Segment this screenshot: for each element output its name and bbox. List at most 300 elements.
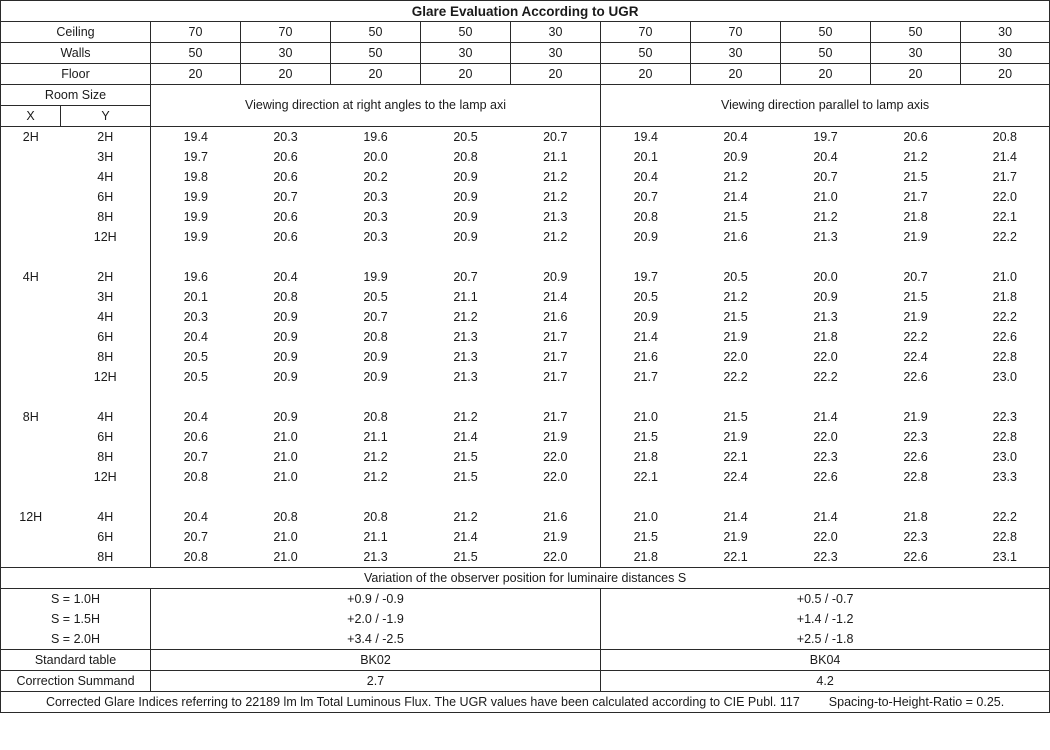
variation-label: S = 1.5H bbox=[1, 609, 151, 629]
cell-floor-7: 20 bbox=[691, 64, 781, 85]
ugr-value: 21.7 bbox=[543, 349, 568, 364]
ugr-value: 21.5 bbox=[453, 549, 478, 564]
page-title: Glare Evaluation According to UGR bbox=[1, 1, 1050, 22]
ugr-value: 21.4 bbox=[961, 147, 1050, 167]
ugr-value: 21.2 bbox=[543, 189, 568, 204]
ugr-value: 21.9 bbox=[723, 329, 748, 344]
ugr-value: 21.2 bbox=[543, 169, 568, 184]
table-row bbox=[1, 167, 1050, 187]
ugr-value: 20.7 bbox=[813, 169, 838, 184]
ugr-value: 20.2 bbox=[363, 169, 388, 184]
ugr-value: 20.9 bbox=[453, 229, 478, 244]
ugr-value: 21.9 bbox=[543, 429, 568, 444]
ugr-value: 21.3 bbox=[453, 329, 478, 344]
variation-value-perpendicular: +3.4 / -2.5 bbox=[151, 629, 601, 650]
ugr-value: 21.5 bbox=[453, 469, 478, 484]
ugr-value: 22.6 bbox=[903, 369, 928, 384]
ugr-value: 19.6 bbox=[363, 129, 388, 144]
ugr-value: 21.5 bbox=[601, 427, 691, 447]
table-row bbox=[1, 187, 1050, 207]
ugr-value: 20.7 bbox=[151, 527, 241, 547]
ugr-value: 21.3 bbox=[453, 349, 478, 364]
block-spacer bbox=[1, 387, 1050, 407]
variation-value-parallel: +0.5 / -0.7 bbox=[601, 589, 1050, 610]
ugr-value: 20.4 bbox=[723, 129, 748, 144]
ugr-value: 19.6 bbox=[151, 267, 241, 287]
cell-floor-9: 20 bbox=[871, 64, 961, 85]
ugr-value: 20.8 bbox=[273, 509, 298, 524]
cell-floor-10: 20 bbox=[961, 64, 1050, 85]
ugr-value: 20.4 bbox=[273, 269, 298, 284]
cell-walls-6: 50 bbox=[601, 43, 691, 64]
block-spacer bbox=[1, 247, 1050, 267]
ugr-value: 20.6 bbox=[273, 149, 298, 164]
variation-row-2 bbox=[1, 609, 1050, 629]
ugr-value: 20.5 bbox=[151, 347, 241, 367]
ugr-value: 20.9 bbox=[273, 349, 298, 364]
x-value-empty bbox=[1, 327, 61, 347]
row-label-walls: Walls bbox=[1, 43, 151, 64]
x-value-empty bbox=[1, 347, 61, 367]
ugr-value: 21.6 bbox=[723, 229, 748, 244]
ugr-value: 20.4 bbox=[601, 167, 691, 187]
ugr-value: 21.4 bbox=[453, 429, 478, 444]
ugr-value: 23.1 bbox=[961, 547, 1050, 568]
ugr-value: 20.9 bbox=[273, 369, 298, 384]
y-value: 12H bbox=[93, 229, 117, 244]
ugr-value: 22.6 bbox=[903, 549, 928, 564]
y-value: 8H bbox=[97, 349, 114, 364]
y-value: 3H bbox=[97, 149, 114, 164]
ugr-value: 20.5 bbox=[151, 367, 241, 387]
ugr-value: 21.5 bbox=[723, 409, 748, 424]
x-value-empty bbox=[1, 207, 61, 227]
ugr-value: 21.0 bbox=[813, 189, 838, 204]
ugr-value: 20.4 bbox=[813, 149, 838, 164]
ugr-value: 21.9 bbox=[903, 409, 928, 424]
table-row bbox=[1, 427, 1050, 447]
ugr-value: 20.8 bbox=[453, 149, 478, 164]
ugr-value: 22.2 bbox=[961, 227, 1050, 247]
ugr-value: 21.2 bbox=[363, 449, 388, 464]
cell-walls-7: 30 bbox=[691, 43, 781, 64]
table-row bbox=[1, 287, 1050, 307]
ugr-value: 21.4 bbox=[813, 509, 838, 524]
table-row bbox=[1, 327, 1050, 347]
y-value: 6H bbox=[97, 189, 114, 204]
ugr-value: 20.7 bbox=[273, 189, 298, 204]
ugr-value: 20.7 bbox=[903, 269, 928, 284]
ugr-value: 21.2 bbox=[903, 149, 928, 164]
ugr-value: 19.7 bbox=[601, 267, 691, 287]
ugr-value: 21.0 bbox=[273, 469, 298, 484]
cell-walls-9: 30 bbox=[871, 43, 961, 64]
ugr-value: 23.0 bbox=[961, 367, 1050, 387]
ugr-value: 22.0 bbox=[543, 449, 568, 464]
ugr-value: 22.8 bbox=[961, 347, 1050, 367]
ugr-value: 20.0 bbox=[813, 269, 838, 284]
y-value: 8H bbox=[97, 209, 114, 224]
ugr-value: 20.8 bbox=[363, 329, 388, 344]
y-value: 4H bbox=[97, 509, 114, 524]
ugr-value: 21.6 bbox=[601, 347, 691, 367]
ugr-value: 21.9 bbox=[903, 229, 928, 244]
ugr-value: 22.0 bbox=[813, 349, 838, 364]
ugr-value: 22.2 bbox=[723, 369, 748, 384]
ugr-value: 20.4 bbox=[151, 407, 241, 427]
ugr-value: 20.9 bbox=[453, 209, 478, 224]
x-value-empty bbox=[1, 287, 61, 307]
table-row bbox=[1, 447, 1050, 467]
ugr-value: 21.7 bbox=[961, 167, 1050, 187]
ugr-value: 19.8 bbox=[151, 167, 241, 187]
footer-row bbox=[1, 692, 1050, 713]
table-row bbox=[1, 307, 1050, 327]
ugr-value: 20.0 bbox=[363, 149, 388, 164]
ugr-value: 20.3 bbox=[151, 307, 241, 327]
ugr-value: 21.5 bbox=[453, 449, 478, 464]
ugr-value: 21.0 bbox=[961, 267, 1050, 287]
x-value-empty bbox=[1, 527, 61, 547]
header-x: X bbox=[1, 106, 61, 127]
cell-ceiling-9: 50 bbox=[871, 22, 961, 43]
ugr-value: 21.4 bbox=[453, 529, 478, 544]
ugr-value: 21.1 bbox=[543, 149, 568, 164]
y-value: 4H bbox=[97, 409, 114, 424]
ugr-value: 21.2 bbox=[453, 309, 478, 324]
standard-table-row bbox=[1, 650, 1050, 671]
ugr-value: 21.0 bbox=[273, 449, 298, 464]
standard-table-label: Standard table bbox=[1, 650, 151, 671]
ugr-value: 21.3 bbox=[453, 369, 478, 384]
ugr-value: 22.0 bbox=[813, 429, 838, 444]
y-value: 6H bbox=[97, 429, 114, 444]
ugr-value: 21.9 bbox=[723, 429, 748, 444]
ugr-value: 21.0 bbox=[273, 549, 298, 564]
variation-value-perpendicular: +2.0 / -1.9 bbox=[151, 609, 601, 629]
ugr-value: 21.7 bbox=[543, 369, 568, 384]
ugr-value: 19.7 bbox=[813, 129, 838, 144]
ugr-value: 20.3 bbox=[363, 209, 388, 224]
ugr-value: 20.9 bbox=[363, 349, 388, 364]
cell-floor-2: 20 bbox=[241, 64, 331, 85]
y-value: 8H bbox=[97, 449, 114, 464]
ugr-value: 19.9 bbox=[151, 187, 241, 207]
ugr-value: 21.4 bbox=[543, 289, 568, 304]
ugr-value: 22.6 bbox=[903, 449, 928, 464]
cell-walls-5: 30 bbox=[511, 43, 601, 64]
ugr-value: 19.4 bbox=[151, 127, 241, 148]
ugr-value: 21.5 bbox=[903, 289, 928, 304]
variation-label: S = 2.0H bbox=[1, 629, 151, 650]
ugr-value: 19.9 bbox=[151, 227, 241, 247]
ugr-value: 22.3 bbox=[903, 429, 928, 444]
ugr-value: 21.4 bbox=[601, 327, 691, 347]
footer-note: Corrected Glare Indices referring to 22189 lm lm Total Luminous Flux. The UGR values have been calculated according to CIE Publ. 117 bbox=[45, 694, 800, 709]
ugr-value: 21.3 bbox=[543, 209, 568, 224]
table-row-ceiling bbox=[1, 22, 1050, 43]
variation-value-parallel: +2.5 / -1.8 bbox=[601, 629, 1050, 650]
ugr-value: 21.5 bbox=[903, 169, 928, 184]
title-row bbox=[1, 1, 1050, 22]
correction-summand-label: Correction Summand bbox=[1, 671, 151, 692]
x-value-empty bbox=[1, 307, 61, 327]
ugr-value: 21.2 bbox=[363, 469, 388, 484]
ugr-value: 21.8 bbox=[961, 287, 1050, 307]
ugr-value: 21.7 bbox=[543, 329, 568, 344]
ugr-value: 19.9 bbox=[151, 207, 241, 227]
variation-heading-row bbox=[1, 568, 1050, 589]
ugr-value: 21.3 bbox=[813, 229, 838, 244]
ugr-value: 21.8 bbox=[903, 509, 928, 524]
y-value: 4H bbox=[97, 169, 114, 184]
x-value-empty bbox=[1, 167, 61, 187]
ugr-value: 21.8 bbox=[903, 209, 928, 224]
ugr-value: 20.3 bbox=[363, 189, 388, 204]
x-value: 8H bbox=[1, 407, 61, 427]
cell-walls-1: 50 bbox=[151, 43, 241, 64]
variation-heading: Variation of the observer position for luminaire distances S bbox=[1, 568, 1050, 589]
y-value: 3H bbox=[97, 289, 114, 304]
ugr-value: 20.7 bbox=[453, 269, 478, 284]
cell-ceiling-10: 30 bbox=[961, 22, 1050, 43]
ugr-value: 20.3 bbox=[363, 229, 388, 244]
table-row bbox=[1, 267, 1050, 287]
ugr-value: 21.2 bbox=[813, 209, 838, 224]
ugr-value: 22.1 bbox=[723, 449, 748, 464]
table-row bbox=[1, 127, 1050, 148]
ugr-value: 21.0 bbox=[273, 529, 298, 544]
correction-summand-row bbox=[1, 671, 1050, 692]
y-value: 6H bbox=[97, 329, 114, 344]
ugr-value: 20.5 bbox=[601, 287, 691, 307]
ugr-value: 20.9 bbox=[813, 289, 838, 304]
ugr-value: 22.3 bbox=[903, 529, 928, 544]
cell-ceiling-1: 70 bbox=[151, 22, 241, 43]
ugr-value: 21.1 bbox=[453, 289, 478, 304]
ugr-value: 22.1 bbox=[723, 549, 748, 564]
ugr-value: 22.0 bbox=[723, 349, 748, 364]
x-value-empty bbox=[1, 467, 61, 487]
ugr-value: 21.7 bbox=[543, 409, 568, 424]
ugr-value: 20.7 bbox=[601, 187, 691, 207]
cell-floor-4: 20 bbox=[421, 64, 511, 85]
ugr-value: 20.7 bbox=[543, 129, 568, 144]
cell-ceiling-2: 70 bbox=[241, 22, 331, 43]
x-value: 4H bbox=[1, 267, 61, 287]
ugr-value: 21.2 bbox=[453, 509, 478, 524]
ugr-value: 22.0 bbox=[961, 187, 1050, 207]
table-row bbox=[1, 367, 1050, 387]
variation-value-perpendicular: +0.9 / -0.9 bbox=[151, 589, 601, 610]
table-row bbox=[1, 147, 1050, 167]
cell-ceiling-7: 70 bbox=[691, 22, 781, 43]
ugr-value: 21.8 bbox=[813, 329, 838, 344]
ugr-value: 20.8 bbox=[961, 127, 1050, 148]
ugr-value: 21.6 bbox=[543, 509, 568, 524]
ugr-value: 20.9 bbox=[273, 409, 298, 424]
ugr-value: 21.3 bbox=[813, 309, 838, 324]
cell-ceiling-8: 50 bbox=[781, 22, 871, 43]
ugr-value: 22.1 bbox=[601, 467, 691, 487]
cell-floor-8: 20 bbox=[781, 64, 871, 85]
header-viewing-parallel: Viewing direction parallel to lamp axis bbox=[601, 85, 1050, 127]
ugr-value: 20.5 bbox=[363, 289, 388, 304]
ugr-value: 22.8 bbox=[903, 469, 928, 484]
ugr-value: 20.7 bbox=[151, 447, 241, 467]
standard-table-parallel: BK04 bbox=[601, 650, 1050, 671]
ugr-value: 23.3 bbox=[961, 467, 1050, 487]
ugr-value: 21.4 bbox=[723, 509, 748, 524]
ugr-value: 21.2 bbox=[723, 169, 748, 184]
table-row bbox=[1, 347, 1050, 367]
ugr-value: 21.3 bbox=[363, 549, 388, 564]
x-value-empty bbox=[1, 447, 61, 467]
x-value-empty bbox=[1, 227, 61, 247]
table-row-floor bbox=[1, 64, 1050, 85]
table-row bbox=[1, 507, 1050, 527]
ugr-value: 20.6 bbox=[151, 427, 241, 447]
ugr-value: 22.3 bbox=[813, 549, 838, 564]
x-value: 12H bbox=[1, 507, 61, 527]
ugr-value: 22.3 bbox=[813, 449, 838, 464]
ugr-value: 20.5 bbox=[723, 269, 748, 284]
ugr-value: 20.6 bbox=[273, 209, 298, 224]
row-label-ceiling: Ceiling bbox=[1, 22, 151, 43]
cell-floor-3: 20 bbox=[331, 64, 421, 85]
ugr-value: 20.5 bbox=[453, 129, 478, 144]
cell-floor-5: 20 bbox=[511, 64, 601, 85]
footer-note-spacing-ratio: Spacing-to-Height-Ratio = 0.25. bbox=[828, 694, 1005, 709]
cell-walls-10: 30 bbox=[961, 43, 1050, 64]
correction-summand-parallel: 4.2 bbox=[601, 671, 1050, 692]
header-room-size: Room Size bbox=[1, 85, 151, 106]
ugr-value: 22.1 bbox=[961, 207, 1050, 227]
cell-walls-8: 50 bbox=[781, 43, 871, 64]
ugr-value: 20.6 bbox=[903, 129, 928, 144]
cell-walls-2: 30 bbox=[241, 43, 331, 64]
ugr-value: 20.9 bbox=[273, 309, 298, 324]
cell-ceiling-4: 50 bbox=[421, 22, 511, 43]
table-row bbox=[1, 207, 1050, 227]
y-value: 4H bbox=[97, 309, 114, 324]
variation-row-3 bbox=[1, 629, 1050, 650]
ugr-value: 23.0 bbox=[961, 447, 1050, 467]
ugr-value: 20.9 bbox=[543, 269, 568, 284]
table-row bbox=[1, 467, 1050, 487]
cell-ceiling-3: 50 bbox=[331, 22, 421, 43]
ugr-value: 20.6 bbox=[273, 229, 298, 244]
correction-summand-perpendicular: 2.7 bbox=[151, 671, 601, 692]
ugr-value: 21.5 bbox=[601, 527, 691, 547]
ugr-value: 20.9 bbox=[453, 169, 478, 184]
ugr-value: 22.8 bbox=[961, 527, 1050, 547]
ugr-value: 21.1 bbox=[363, 429, 388, 444]
ugr-value: 21.6 bbox=[543, 309, 568, 324]
ugr-value: 22.4 bbox=[723, 469, 748, 484]
cell-ceiling-5: 30 bbox=[511, 22, 601, 43]
ugr-value: 21.5 bbox=[723, 309, 748, 324]
ugr-value: 21.0 bbox=[601, 507, 691, 527]
x-value-empty bbox=[1, 427, 61, 447]
y-value: 2H bbox=[97, 129, 114, 144]
header-row-room-size bbox=[1, 85, 1050, 106]
header-viewing-perpendicular: Viewing direction at right angles to the lamp axi bbox=[151, 85, 601, 127]
x-value-empty bbox=[1, 187, 61, 207]
ugr-value: 20.8 bbox=[273, 289, 298, 304]
y-value: 2H bbox=[97, 269, 114, 284]
variation-value-parallel: +1.4 / -1.2 bbox=[601, 609, 1050, 629]
ugr-value: 21.1 bbox=[363, 529, 388, 544]
ugr-value: 20.8 bbox=[363, 409, 388, 424]
ugr-value: 22.0 bbox=[543, 549, 568, 564]
table-row-walls bbox=[1, 43, 1050, 64]
ugr-value: 21.9 bbox=[543, 529, 568, 544]
y-value: 12H bbox=[93, 369, 117, 384]
ugr-value: 20.1 bbox=[601, 147, 691, 167]
y-value: 12H bbox=[93, 469, 117, 484]
ugr-value: 22.0 bbox=[543, 469, 568, 484]
ugr-value: 21.8 bbox=[601, 447, 691, 467]
ugr-value: 21.5 bbox=[723, 209, 748, 224]
table-row bbox=[1, 547, 1050, 568]
ugr-value: 20.3 bbox=[273, 129, 298, 144]
standard-table-perpendicular: BK02 bbox=[151, 650, 601, 671]
ugr-value: 20.9 bbox=[363, 369, 388, 384]
ugr-value: 21.4 bbox=[813, 409, 838, 424]
ugr-value: 19.7 bbox=[151, 147, 241, 167]
ugr-value: 20.9 bbox=[601, 307, 691, 327]
ugr-value: 22.2 bbox=[961, 307, 1050, 327]
ugr-value: 22.2 bbox=[961, 507, 1050, 527]
ugr-value: 22.6 bbox=[813, 469, 838, 484]
x-value-empty bbox=[1, 547, 61, 568]
ugr-value: 19.4 bbox=[601, 127, 691, 148]
ugr-value: 21.9 bbox=[903, 309, 928, 324]
x-value-empty bbox=[1, 147, 61, 167]
ugr-value: 22.0 bbox=[813, 529, 838, 544]
ugr-value: 20.8 bbox=[151, 467, 241, 487]
cell-floor-6: 20 bbox=[601, 64, 691, 85]
variation-label: S = 1.0H bbox=[1, 589, 151, 610]
variation-row-1 bbox=[1, 589, 1050, 610]
ugr-value: 20.1 bbox=[151, 287, 241, 307]
ugr-value: 20.7 bbox=[363, 309, 388, 324]
ugr-value: 21.7 bbox=[903, 189, 928, 204]
ugr-value: 21.2 bbox=[453, 409, 478, 424]
ugr-value: 22.3 bbox=[961, 407, 1050, 427]
ugr-value: 21.2 bbox=[543, 229, 568, 244]
x-value-empty bbox=[1, 367, 61, 387]
ugr-value: 22.4 bbox=[903, 349, 928, 364]
x-value: 2H bbox=[1, 127, 61, 148]
ugr-value: 21.9 bbox=[723, 529, 748, 544]
cell-walls-3: 50 bbox=[331, 43, 421, 64]
block-spacer bbox=[1, 487, 1050, 507]
cell-walls-4: 30 bbox=[421, 43, 511, 64]
ugr-value: 21.7 bbox=[601, 367, 691, 387]
ugr-value: 20.9 bbox=[723, 149, 748, 164]
table-row bbox=[1, 527, 1050, 547]
footer-note-container bbox=[1, 692, 1050, 713]
row-label-floor: Floor bbox=[1, 64, 151, 85]
ugr-value: 20.9 bbox=[273, 329, 298, 344]
ugr-value: 20.9 bbox=[453, 189, 478, 204]
ugr-value: 19.9 bbox=[363, 269, 388, 284]
ugr-value: 21.8 bbox=[601, 547, 691, 568]
ugr-value: 22.8 bbox=[961, 427, 1050, 447]
ugr-value: 22.6 bbox=[961, 327, 1050, 347]
